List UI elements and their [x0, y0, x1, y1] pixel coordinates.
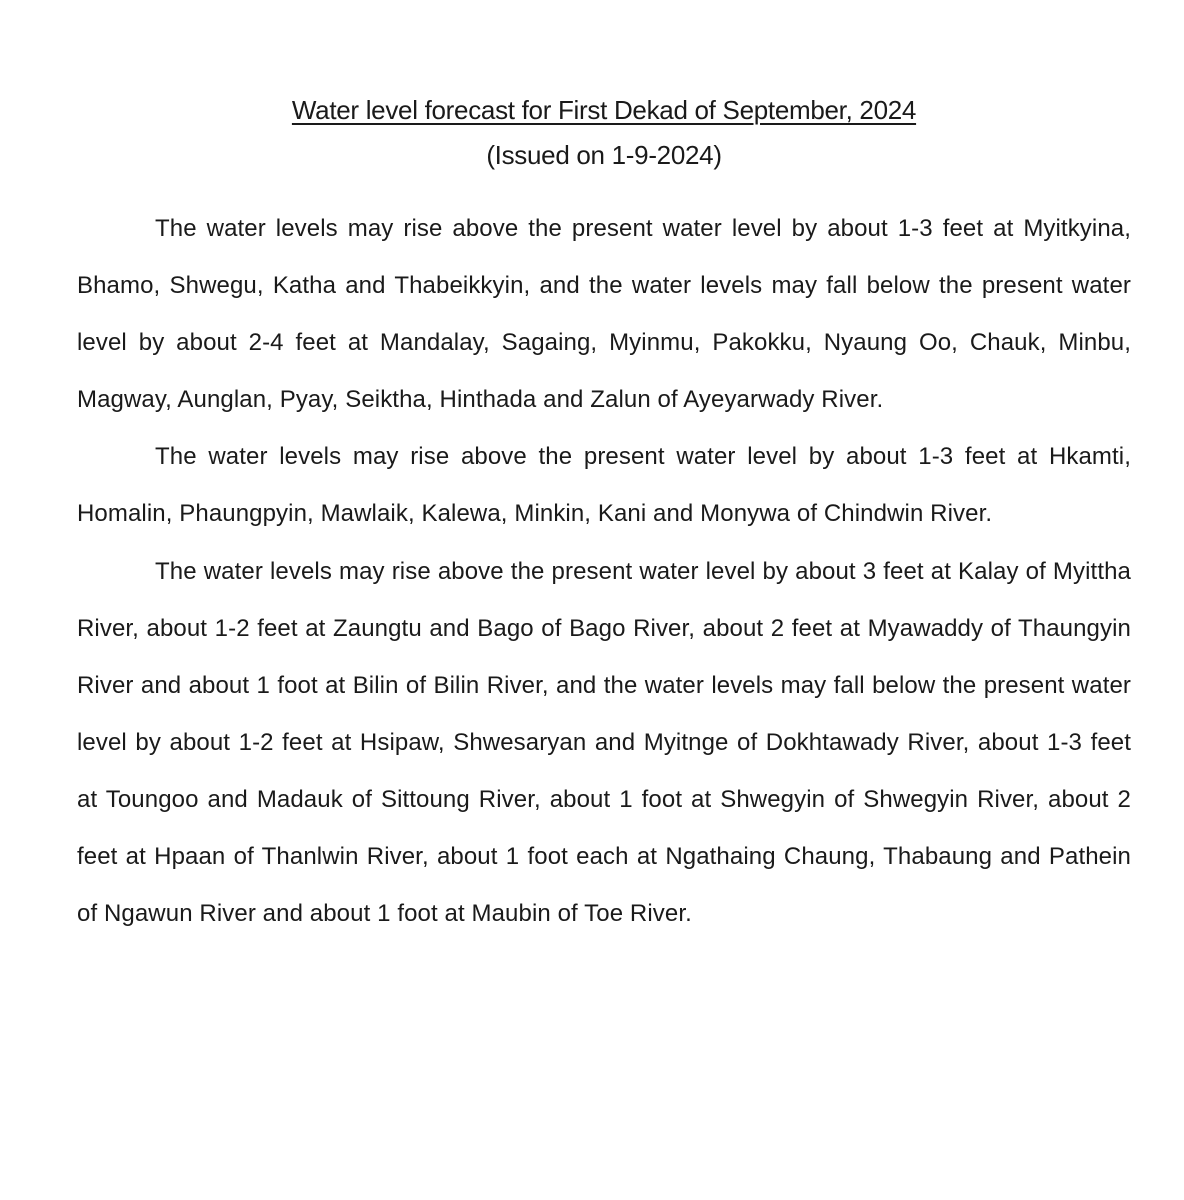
document-body	[77, 200, 1131, 942]
paragraph-other-rivers: The water levels may rise above the present water level by about 3 feet at Kalay of Myittha River, about 1-2 feet at Zaungtu and Bago of Bago River, about 2 feet at Myawaddy of Thaungyin River and about 1 foot at Bilin of Bilin River, and the water levels may fall below the present water level by about 1-2 feet at Hsipaw, Shwesaryan and Myitnge of Dokhtawady River, about 1-3 feet at Toungoo and Madauk of Sittoung River, about 1 foot at Shwegyin of Shwegyin River, about 2 feet at Hpaan of Thanlwin River, about 1 foot each at Ngathaing Chaung, Thabaung and Pathein of Ngawun River and about 1 foot at Maubin of Toe River.	[77, 557, 1131, 928]
page-title: Water level forecast for First Dekad of September, 2024	[291, 95, 917, 125]
paragraph-ayeyarwady: The water levels may rise above the present water level by about 1-3 feet at Myitkyina, Bhamo, Shwegu, Katha and Thabeikkyin, and the water levels may fall below the present water level by about 2-4 feet at Mandalay, Sagaing, Myinmu, Pakokku, Nyaung Oo, Chauk, Minbu, Magway, Aunglan, Pyay, Seiktha, Hinthada and Zalun of Ayeyarwady River.	[77, 215, 1131, 414]
paragraph-chindwin: The water levels may rise above the present water level by about 1-3 feet at Hkamti, Homalin, Phaungpyin, Mawlaik, Kalewa, Minkin, Kani and Monywa of Chindwin River.	[77, 443, 1131, 528]
issued-date: (Issued on 1-9-2024)	[486, 140, 722, 170]
document-header	[0, 90, 1184, 175]
